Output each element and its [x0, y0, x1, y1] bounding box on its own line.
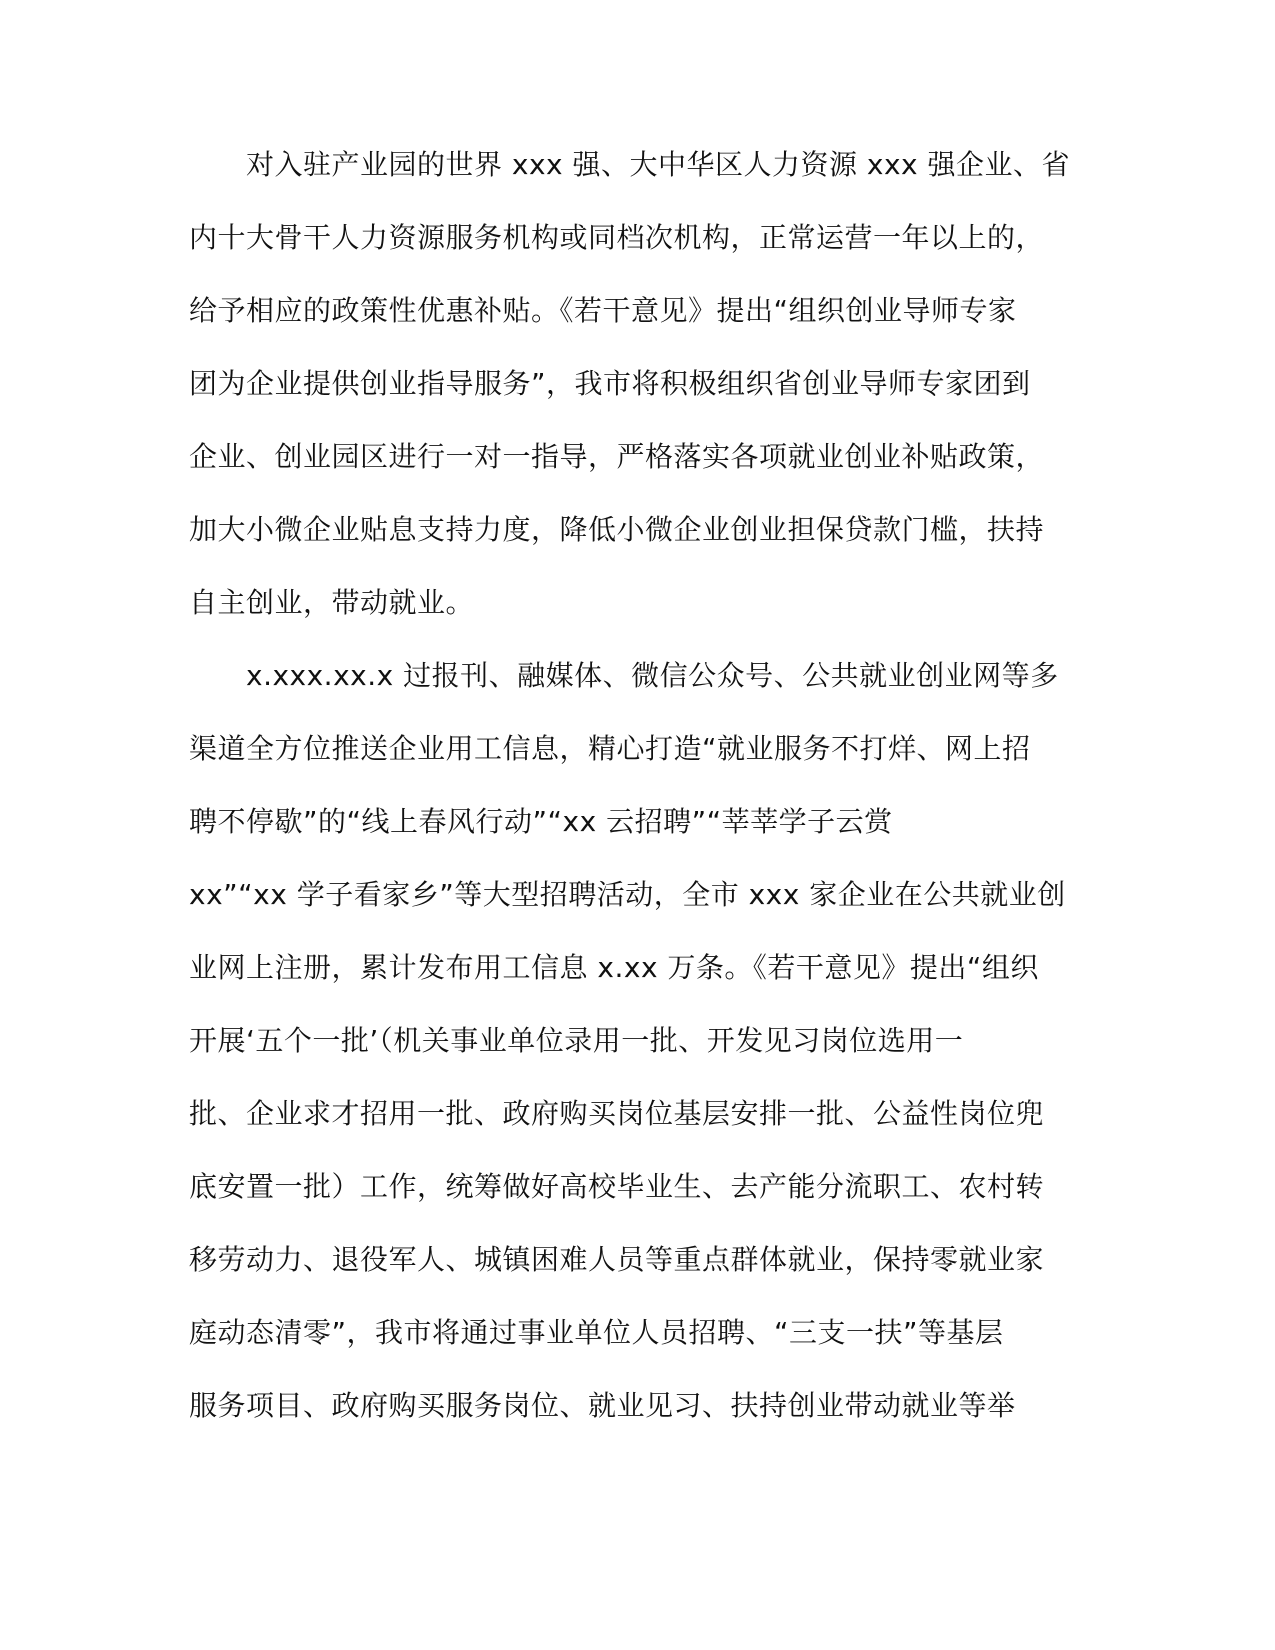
text-line: 加大小微企业贴息支持力度，降低小微企业创业担保贷款门槛，扶持 [189, 513, 1045, 546]
text-line: 内十大骨干人力资源服务机构或同档次机构，正常运营一年以上的， [189, 221, 1045, 254]
text-line: 企业、创业园区进行一对一指导，严格落实各项就业创业补贴政策， [189, 440, 1045, 473]
text-line: xx”“xx 学子看家乡”等大型招聘活动，全市 xxx 家企业在公共就业创 [189, 878, 1066, 911]
text-line: 开展‘五个一批’（机关事业单位录用一批、开发见习岗位选用一 [189, 1024, 964, 1057]
text-line: 聘不停歇”的“线上春风行动”“xx 云招聘”“莘莘学子云赏 [189, 805, 893, 838]
text-line: 业网上注册，累计发布用工信息 x.xx 万条。《若干意见》提出“组织 [189, 951, 1039, 984]
text-line: 移劳动力、退役军人、城镇困难人员等重点群体就业，保持零就业家 [189, 1243, 1045, 1276]
text-line: 渠道全方位推送企业用工信息，精心打造“就业服务不打烊、网上招 [189, 732, 1031, 765]
text-line: 底安置一批）工作，统筹做好高校毕业生、去产能分流职工、农村转 [189, 1170, 1045, 1203]
text-line: 庭动态清零”，我市将通过事业单位人员招聘、“三支一扶”等基层 [189, 1316, 1004, 1349]
text-line: 给予相应的政策性优惠补贴。《若干意见》提出“组织创业导师专家 [189, 294, 1017, 327]
text-line: 服务项目、政府购买服务岗位、就业见习、扶持创业带动就业等举 [189, 1389, 1016, 1422]
text-line: x.xxx.xx.x 过报刊、融媒体、微信公众号、公共就业创业网等多 [246, 659, 1059, 692]
text-line: 对入驻产业园的世界 xxx 强、大中华区人力资源 xxx 强企业、省 [246, 148, 1071, 181]
text-line: 团为企业提供创业指导服务”，我市将积极组织省创业导师专家团到 [189, 367, 1031, 400]
text-line: 批、企业求才招用一批、政府购买岗位基层安排一批、公益性岗位兜 [189, 1097, 1045, 1130]
text-line: 自主创业，带动就业。 [189, 586, 475, 619]
